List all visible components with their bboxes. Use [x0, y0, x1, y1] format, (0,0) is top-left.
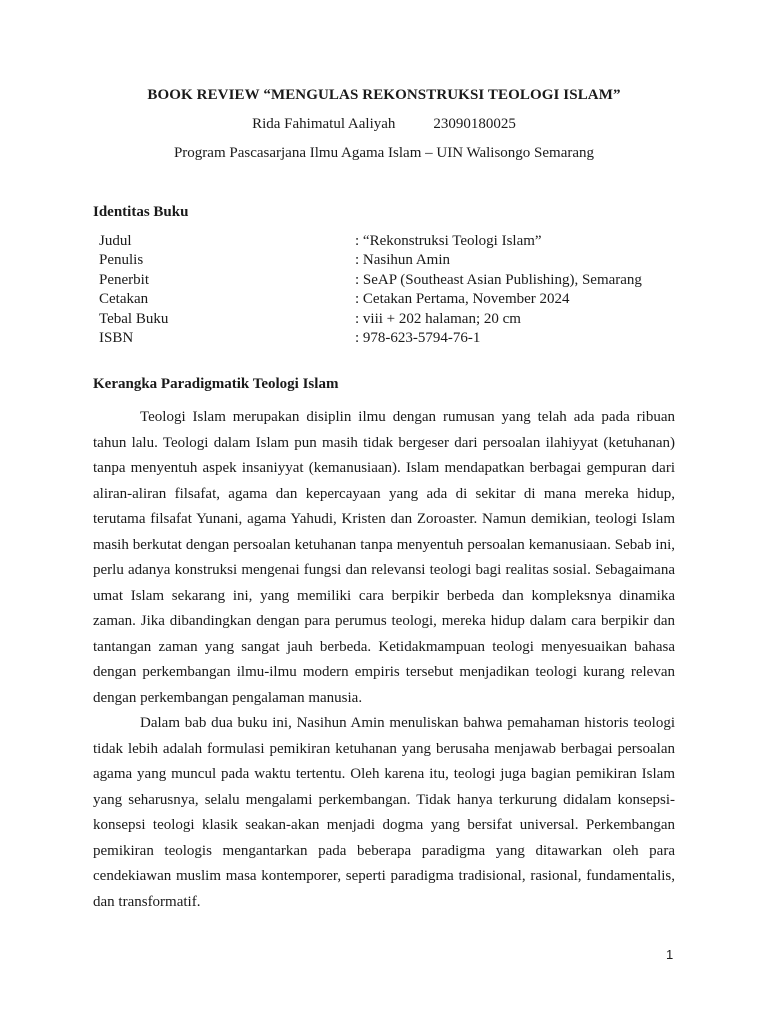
identity-value: : Nasihun Amin — [355, 252, 451, 269]
paragraph-1: Teologi Islam merupakan disiplin ilmu dengan rumusan yang telah ada pada ribuan tahun lalu. Teologi dalam Islam pun masih tidak bergeser dari persoalan ilahiyyat (ketuhanan) tanpa menyentuh aspek insaniyyat (kemanusiaan). Islam mendapatkan berbagai gempuran dari aliran-aliran filsafat, agama dan kepercayaan yang ada di sekitar di mana mereka hidup, terutama filsafat Yunani, agama Yahudi, Kristen dan Zoroaster. Namun demikian, teologi Islam masih berkutat dengan persoalan ketuhanan tanpa menyentuh persoalan kemanusiaan. Sebab ini, perlu adanya konstruksi mengenai fungsi dan relevansi teologi bagi realitas sosial. Sebagaimana umat Islam sekarang ini, yang memiliki cara berpikir berbeda dan kompleksnya dinamika zaman. Jika dibandingkan dengan para perumus teologi, mereka hidup dalam cara berpikir dan tantangan zaman yang sangat jauh berbeda. Ketidakmampuan teologi menyesuaikan bahasa dengan perkembangan ilmu-ilmu modern empiris tersebut menjadikan teologi kurang relevan dengan perkembangan pengalaman manusia. — [93, 409, 675, 706]
student-id: 23090180025 — [433, 116, 516, 132]
author-name: Rida Fahimatul Aaliyah — [252, 116, 396, 132]
identity-label: Penulis — [99, 252, 144, 269]
document-title: BOOK REVIEW “MENGULAS REKONSTRUKSI TEOLOGI ISLAM” — [147, 87, 621, 103]
identity-label: Penerbit — [99, 271, 149, 288]
author-line — [0, 116, 768, 133]
identity-label: Tebal Buku — [99, 310, 169, 327]
identity-label: Judul — [99, 233, 132, 249]
identity-heading: Identitas Buku — [93, 204, 189, 220]
identity-value: : SeAP (Southeast Asian Publishing), Semarang — [355, 271, 642, 288]
identity-value: : 978-623-5794-76-1 — [355, 329, 481, 346]
page-number: 1 — [666, 947, 674, 962]
identity-value: : “Rekonstruksi Teologi Islam” — [355, 233, 542, 249]
identity-value: : viii + 202 halaman; 20 cm — [355, 310, 521, 327]
paragraph-2: Dalam bab dua buku ini, Nasihun Amin menuliskan bahwa pemahaman historis teologi tidak lebih adalah formulasi pemikiran ketuhanan yang berusaha menjawab berbagai persoalan agama yang muncul pada waktu tertentu. Oleh karena itu, teologi juga bagian pemikiran Islam yang seharusnya, selalu mengalami perkembangan. Tidak hanya terkurung didalam konsepsi-konsepsi teologi klasik seakan-akan menjadi dogma yang bersifat universal. Perkembangan pemikiran teologis mengantarkan pada beberapa paradigma yang ditawarkan oleh para cendekiawan muslim masa kontemporer, seperti paradigma tradisional, rasional, fundamentalis, dan transformatif. — [93, 715, 675, 910]
identity-label: ISBN — [99, 329, 134, 346]
identity-label: Cetakan — [99, 291, 149, 308]
program-affiliation: Program Pascasarjana Ilmu Agama Islam – UIN Walisongo Semarang — [173, 145, 595, 161]
section-heading: Kerangka Paradigmatik Teologi Islam — [93, 376, 339, 392]
identity-value: : Cetakan Pertama, November 2024 — [355, 291, 570, 308]
